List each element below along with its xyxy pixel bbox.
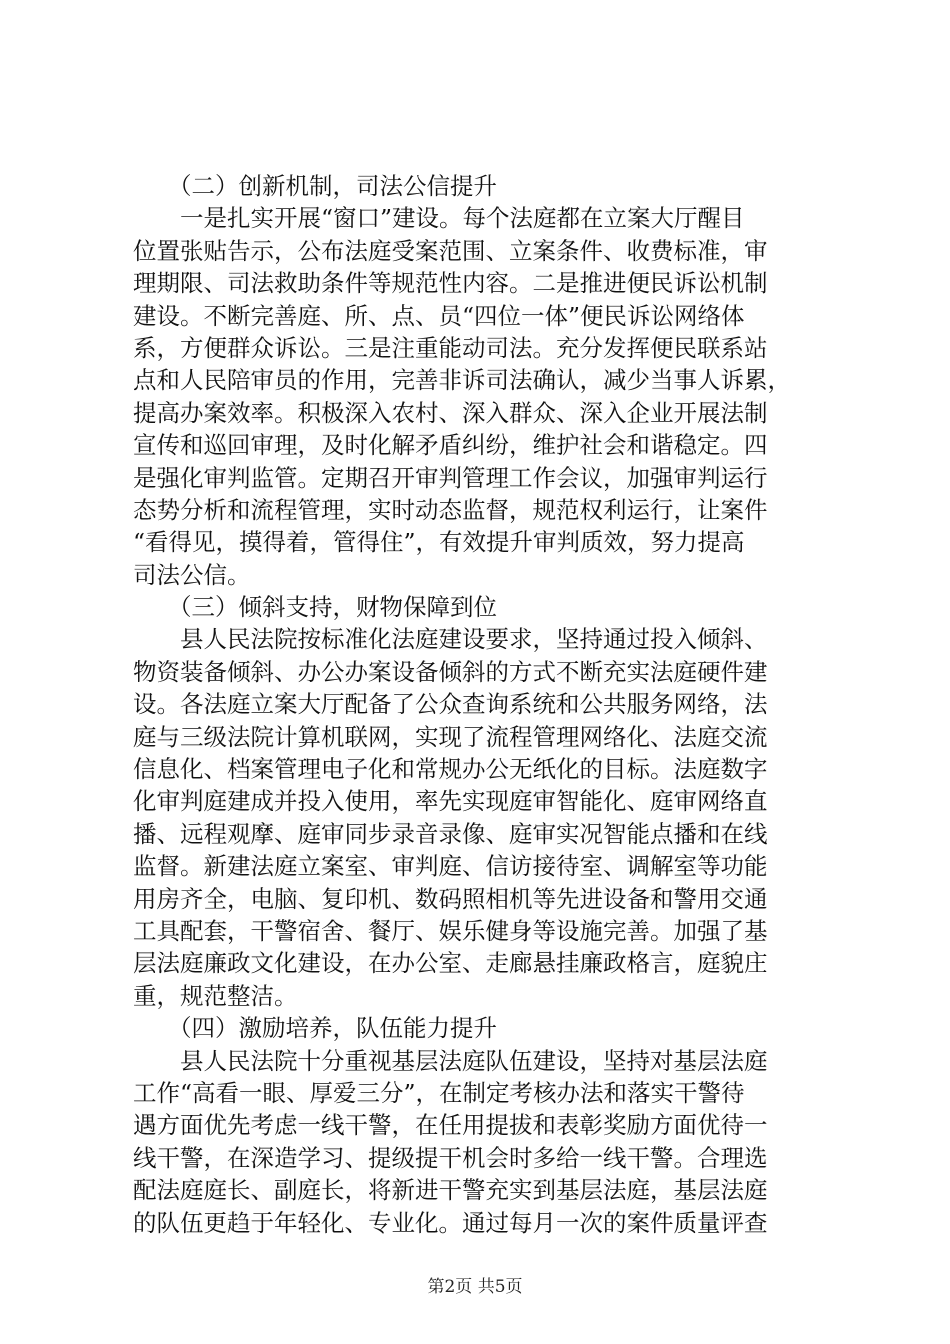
paragraph-line: “看得见，摸得着，管得住”，有效提升审判质效，努力提高	[133, 528, 745, 557]
paragraph-line: 县人民法院按标准化法庭建设要求，坚持通过投入倾斜、	[180, 625, 768, 654]
paragraph-line: 态势分析和流程管理，实时动态监督，规范权利运行，让案件	[133, 495, 768, 524]
paragraph-line: 用房齐全，电脑、复印机、数码照相机等先进设备和警用交通	[133, 884, 768, 913]
paragraph-line: 工作“高看一眼、厚爱三分”，在制定考核办法和落实干警待	[133, 1078, 745, 1107]
page-footer: 第2页 共5页	[427, 1277, 523, 1297]
paragraph-line: 位置张贴告示，公布法庭受案范围、立案条件、收费标准，审	[133, 236, 768, 265]
paragraph-line: 系，方便群众诉讼。三是注重能动司法。充分发挥便民联系站	[133, 333, 768, 362]
paragraph-line: 县人民法院十分重视基层法庭队伍建设，坚持对基层法庭	[180, 1046, 768, 1075]
paragraph-line: 提高办案效率。积极深入农村、深入群众、深入企业开展法制	[133, 398, 768, 427]
paragraph-line: 庭与三级法院计算机联网，实现了流程管理网络化、法庭交流	[133, 722, 768, 751]
paragraph-line: 的队伍更趋于年轻化、专业化。通过每月一次的案件质量评查	[133, 1208, 768, 1237]
paragraph-line: 化审判庭建成并投入使用，率先实现庭审智能化、庭审网络直	[133, 787, 768, 816]
paragraph-line: 重，规范整洁。	[133, 981, 298, 1010]
paragraph-line: 建设。不断完善庭、所、点、员“四位一体”便民诉讼网络体	[133, 301, 745, 330]
paragraph-line: 监督。新建法庭立案室、审判庭、信访接待室、调解室等功能	[133, 852, 768, 881]
section-heading: （二）创新机制，司法公信提升	[168, 172, 497, 200]
paragraph-line: 点和人民陪审员的作用，完善非诉司法确认，减少当事人诉累，	[133, 366, 791, 395]
paragraph-line: 工具配套，干警宿舍、餐厅、娱乐健身等设施完善。加强了基	[133, 916, 768, 945]
paragraph-line: 物资装备倾斜、办公办案设备倾斜的方式不断充实法庭硬件建	[133, 657, 768, 686]
paragraph-line: 设。各法庭立案大厅配备了公众查询系统和公共服务网络，法	[133, 690, 768, 719]
paragraph-line: 遇方面优先考虑一线干警，在任用提拔和表彰奖励方面优待一	[133, 1111, 768, 1140]
paragraph-line: 宣传和巡回审理，及时化解矛盾纠纷，维护社会和谐稳定。四	[133, 431, 768, 460]
paragraph-line: 是强化审判监管。定期召开审判管理工作会议，加强审判运行	[133, 463, 768, 492]
paragraph-line: 层法庭廉政文化建设，在办公室、走廊悬挂廉政格言，庭貌庄	[133, 949, 768, 978]
paragraph-line: 信息化、档案管理电子化和常规办公无纸化的目标。法庭数字	[133, 755, 768, 784]
paragraph-line: 线干警，在深造学习、提级提干机会时多给一线干警。合理选	[133, 1143, 768, 1172]
paragraph-line: 配法庭庭长、副庭长，将新进干警充实到基层法庭，基层法庭	[133, 1176, 768, 1205]
section-heading: （四）激励培养，队伍能力提升	[168, 1014, 497, 1043]
paragraph-line: 播、远程观摩、庭审同步录音录像、庭审实况智能点播和在线	[133, 819, 768, 848]
paragraph-line: 理期限、司法救助条件等规范性内容。二是推进便民诉讼机制	[133, 269, 768, 298]
section-heading: （三）倾斜支持，财物保障到位	[168, 593, 497, 622]
paragraph-line: 一是扎实开展“窗口”建设。每个法庭都在立案大厅醒目	[180, 204, 745, 233]
document-body	[133, 170, 833, 1239]
paragraph-line: 司法公信。	[133, 560, 251, 589]
